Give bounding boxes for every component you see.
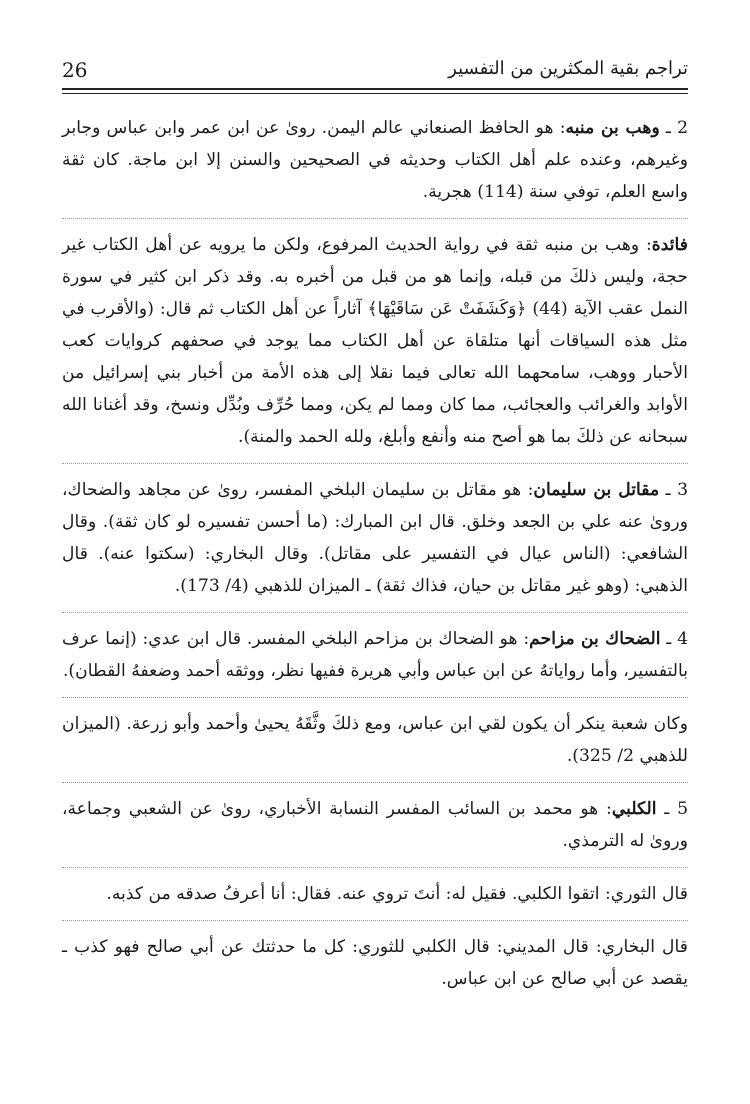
running-header: [62, 58, 688, 92]
entry-number: 5 ـ: [656, 799, 688, 819]
note-faida: [62, 229, 688, 463]
entry-number: 4 ـ: [660, 629, 688, 649]
entry-heading: الكلبي: [611, 799, 657, 819]
paragraph-bukhari: [62, 931, 688, 1005]
section-divider: [62, 867, 688, 868]
section-divider: [62, 612, 688, 613]
entry-text: : هو الضحاك بن مزاحم البلخي المفسر. قال ابن عدي: (إنما عرف بالتفسير، وأما رواياتهُ عن ابن عباس وأبي هريرة ففيها نظر، ووثقه أحمد وضعفهُ القطان).: [62, 629, 688, 681]
entry-number: 3 ـ: [659, 480, 688, 500]
entry-text: قال الثوري: اتقوا الكلبي. فقيل له: أنتَ تروي عنه. فقال: أنا أعرفُ صدقه من كذبه.: [106, 884, 688, 904]
section-divider: [62, 218, 688, 219]
section-divider: [62, 920, 688, 921]
entry-text: قال البخاري: قال المديني: قال الكلبي للثوري: كل ما حدثتك عن أبي صالح فهو كذب ـ يقصد عن أبي صالح عن ابن عباس.: [62, 937, 688, 989]
biography-kalbi: [62, 793, 688, 867]
entry-heading: مقاتل بن سليمان: [533, 480, 660, 500]
entry-heading: الضحاك بن مزاحم: [529, 629, 661, 649]
running-title: تراجم بقية المكثرين من التفسير: [448, 58, 688, 79]
header-rule-thin: [62, 93, 688, 94]
entry-text: : هو محمد بن السائب المفسر النسابة الأخباري، روىٰ عن الشعبي وجماعة، وروىٰ له الترمذي.: [62, 799, 688, 851]
entry-text: : هو مقاتل بن سليمان البلخي المفسر، روىٰ عن مجاهد والضحاك، وروىٰ عنه علي بن الجعد وخلق. قال ابن المبارك: (ما أحسن تفسيره لو كان ثقة). وقال الشافعي: (الناس عيال في التفسير على مقاتل). وقال البخاري: (سكتوا عنه). قال الذهبي: (وهو غير مقاتل بن حيان، فذاك ثقة) ـ الميزان للذهبي (4/ 173).: [62, 480, 688, 596]
page-body: [62, 112, 688, 1005]
biography-wahb: [62, 112, 688, 218]
entry-number: 2 ـ: [659, 118, 688, 138]
header-rule-thick: [62, 88, 688, 90]
paragraph-shuba: [62, 708, 688, 782]
section-divider: [62, 697, 688, 698]
biography-dahhak: [62, 623, 688, 697]
biography-muqatil: [62, 474, 688, 612]
page-number: 26: [62, 58, 88, 82]
entry-heading: فائدة: [651, 235, 688, 255]
section-divider: [62, 463, 688, 464]
entry-text: : هو الحافظ الصنعاني عالم اليمن. روىٰ عن ابن عمر وابن عباس وجابر وغيرهم، وعنده علم أهل الكتاب وحديثه في الصحيحين والسنن إلا ابن ماجة. كان ثقة واسع العلم، توفي سنة (114) هجرية.: [62, 118, 688, 202]
entry-text: : وهب بن منبه ثقة في رواية الحديث المرفوع، ولكن ما يرويه عن أهل الكتاب غير حجة، وليس ذلكَ من قبله، وإنما هو من قبل من أخبره به. وقد ذكر ابن كثير في سورة النمل عقب الآية (44) ﴿وَكَشَفَتْ عَن سَاقَيْهَا﴾ آثاراً عن أهل الكتاب ثم قال: (والأقرب في مثل هذه السياقات أنها متلقاة عن أهل الكتاب مما يوجد في صحفهم كروايات كعب الأحبار ووهب، سامحهما الله تعالى فيما نقلا إلى هذه الأمة من أخبار بني إسرائيل من الأوابد والغرائب والعجائب، مما كان ومما لم يكن، ومما حُرِّف وبُدِّل ونسخ، وقد أغنانا الله سبحانه عن ذلكَ بما هو أصح منه وأنفع وأبلغ، ولله الحمد والمنة).: [62, 235, 688, 447]
section-divider: [62, 782, 688, 783]
entry-text: وكان شعبة ينكر أن يكون لقي ابن عباس، ومع ذلكَ وثَّقَهُ يحيىٰ وأحمد وأبو زرعة. (الميزان للذهبي 2/ 325).: [62, 714, 688, 766]
paragraph-thawri: [62, 878, 688, 920]
entry-heading: وهب بن منبه: [565, 118, 660, 138]
